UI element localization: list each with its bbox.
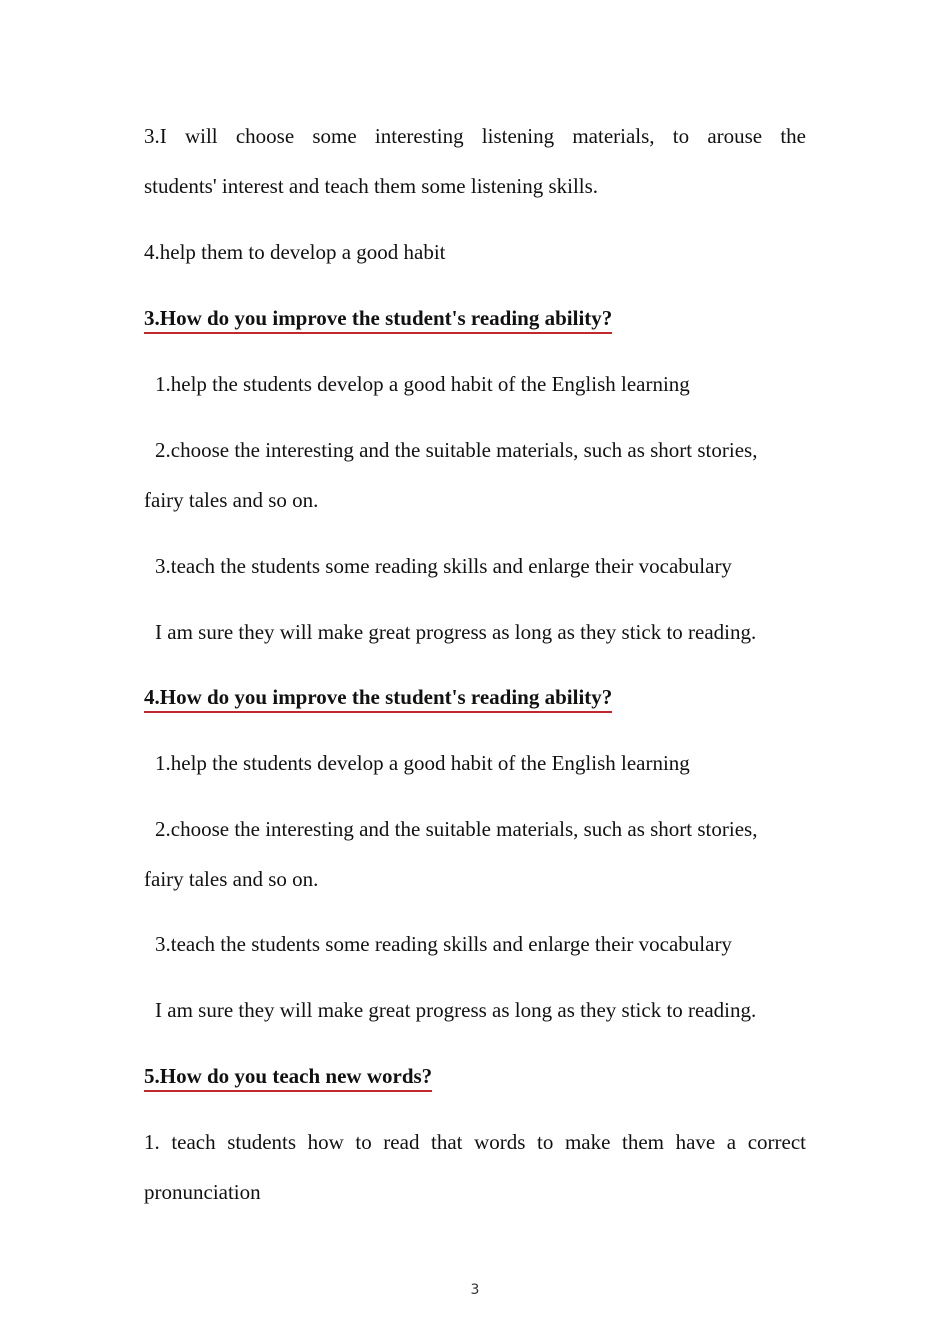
section-heading-text: 3.How do you improve the student's reading ability? (144, 305, 612, 334)
section-heading-text: 5.How do you teach new words? (144, 1063, 432, 1092)
list-item-continuation: pronunciation (144, 1180, 261, 1204)
list-item-continuation: fairy tales and so on. (144, 488, 319, 512)
section-heading-4 (144, 683, 612, 713)
list-item: 1.help the students develop a good habit of the English learning (155, 372, 690, 396)
section-heading-5 (144, 1062, 432, 1092)
list-item: 3.teach the students some reading skills and enlarge their vocabulary (155, 932, 732, 956)
page-number: 3 (470, 1282, 480, 1298)
section-heading-3 (144, 304, 612, 334)
list-item: 3.teach the students some reading skills and enlarge their vocabulary (155, 554, 732, 578)
list-item-continuation: fairy tales and so on. (144, 867, 319, 891)
list-item: 2.choose the interesting and the suitable materials, such as short stories, (155, 817, 758, 841)
paragraph-line: I am sure they will make great progress as long as they stick to reading. (155, 620, 757, 644)
paragraph-line: 4.help them to develop a good habit (144, 240, 446, 264)
section-heading-text: 4.How do you improve the student's reading ability? (144, 684, 612, 713)
list-item: 1. teach students how to read that words to make them have a correct (144, 1130, 806, 1154)
paragraph-line: 3.I will choose some interesting listening materials, to arouse the (144, 124, 806, 148)
paragraph-line: I am sure they will make great progress as long as they stick to reading. (155, 998, 757, 1022)
paragraph-line: students' interest and teach them some listening skills. (144, 174, 599, 198)
list-item: 2.choose the interesting and the suitable materials, such as short stories, (155, 438, 758, 462)
list-item: 1.help the students develop a good habit of the English learning (155, 751, 690, 775)
